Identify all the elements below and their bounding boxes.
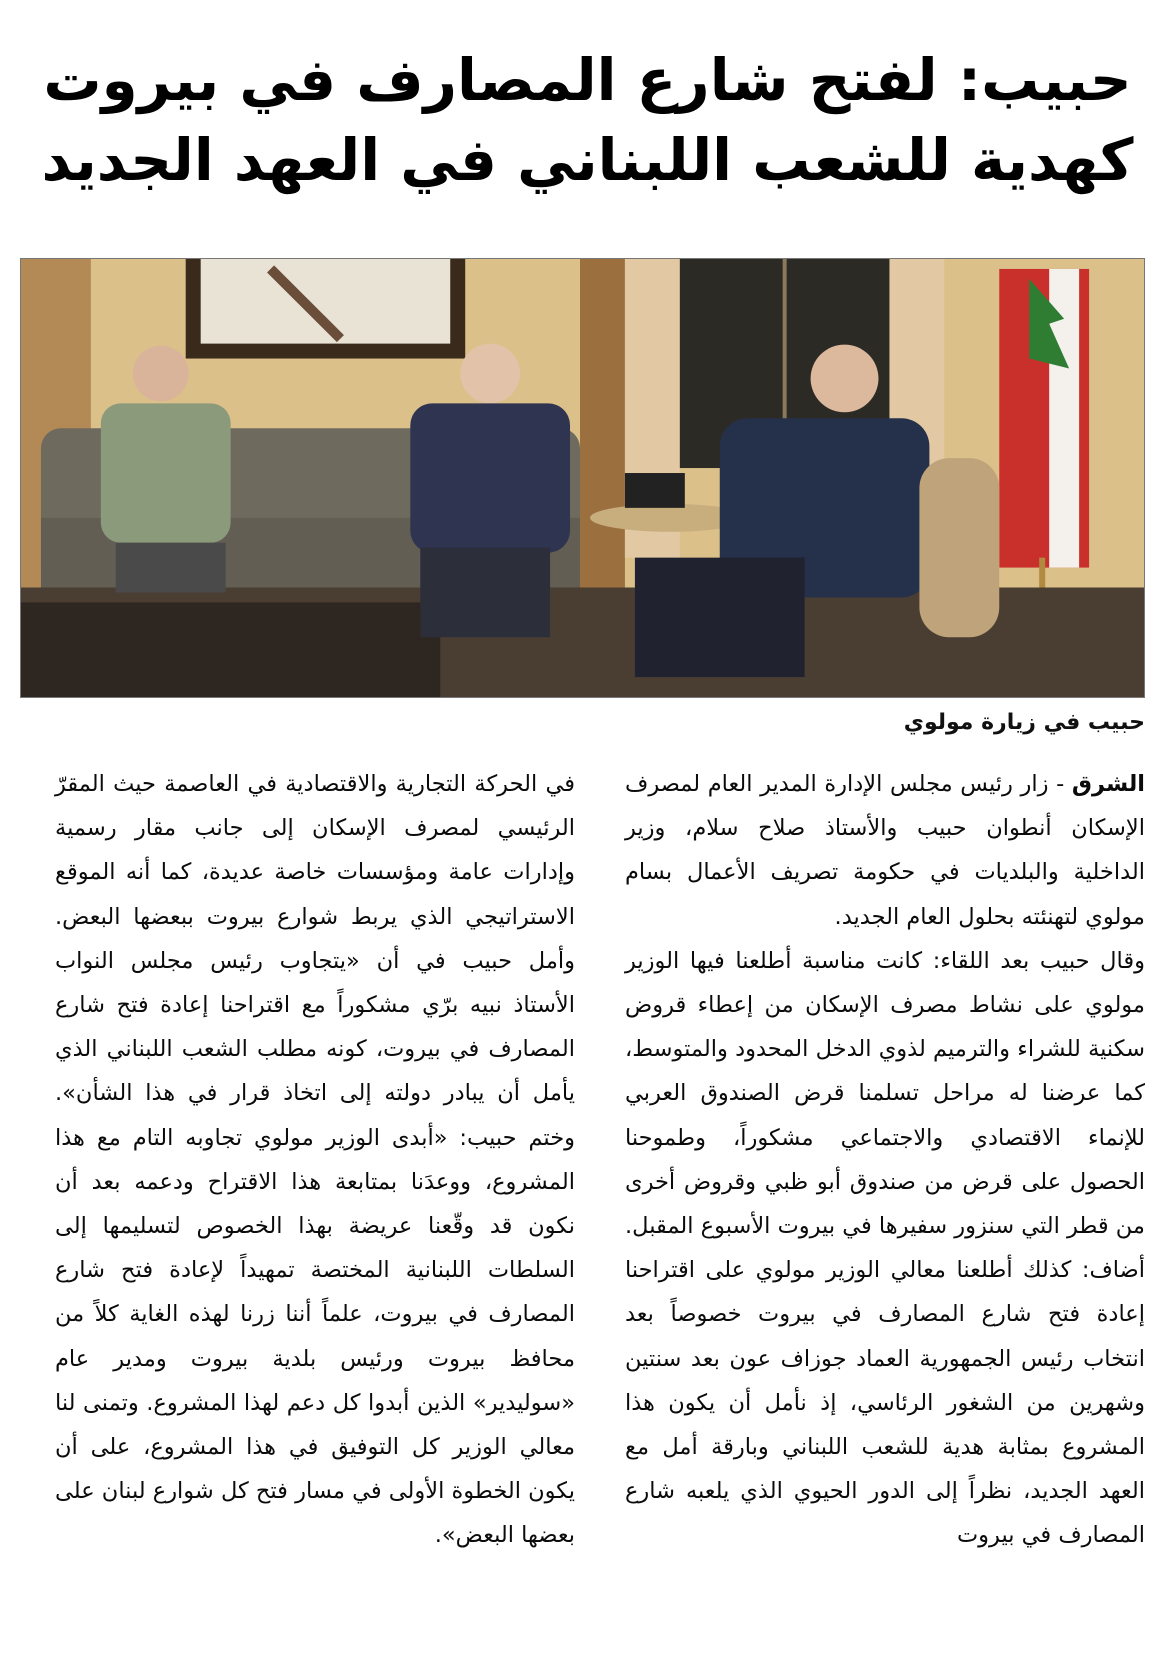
article-paragraph-3: في الحركة التجارية والاقتصادية في العاصمة حيث المقرّ الرئيسي لمصرف الإسكان إلى جانب مقار رسمية وإدارات عامة ومؤسسات خاصة عديدة، كما أنه الموقع الاستراتيجي الذي يربط شوارع بيروت ببعضها البعض. وأمل حبيب في أن «يتجاوب رئيس مجلس النواب الأستاذ نبيه برّي مشكوراً مع اقتراحنا إعادة فتح شارع المصارف في بيروت، كونه مطلب الشعب اللبناني الذي يأمل أن يبادر دولته إلى اتخاذ قرار في هذا الشأن». وختم حبيب: «أبدى الوزير مولوي تجاوبه التام مع هذا المشروع، ووعدَنا بمتابعة هذا الاقتراح ودعمه بعد أن نكون قد وقّعنا عريضة بهذا الخصوص لتسليمها إلى السلطات اللبنانية المختصة تمهيداً لإعادة فتح شارع المصارف في بيروت، علماً أننا زرنا لهذه الغاية كلاً من محافظ بيروت ورئيس بلدية بيروت ومدير عام «سوليدير» الذين أبدوا كل دعم لهذا المشروع. وتمنى لنا معالي الوزير كل التوفيق في هذا المشروع، على أن يكون الخطوة الأولى في مسار فتح كل شوارع لبنان على بعضها البعض». — [55, 771, 575, 1549]
meeting-photo — [20, 258, 1145, 698]
article-column-left — [55, 762, 575, 1657]
article-source-lead: الشرق — [1071, 771, 1145, 797]
article-paragraph-2: وقال حبيب بعد اللقاء: كانت مناسبة أطلعنا فيها الوزير مولوي على نشاط مصرف الإسكان من إعطاء قروض سكنية للشراء والترميم لذوي الدخل المحدود والمتوسط، كما عرضنا له مراحل تسلمنا قرض الصندوق العربي للإنماء الاقتصادي والاجتماعي مشكوراً، وطموحنا الحصول على قرض من صندوق أبو ظبي وقروض أخرى من قطر التي سنزور سفيرها في بيروت الأسبوع المقبل. أضاف: كذلك أطلعنا معالي الوزير مولوي على اقتراحنا إعادة فتح شارع المصارف في بيروت خصوصاً بعد انتخاب رئيس الجمهورية العماد جوزاف عون بعد سنتين وشهرين من الشغور الرئاسي، إذ نأمل أن يكون هذا المشروع بمثابة هدية للشعب اللبناني وبارقة أمل مع العهد الجديد، نظراً إلى الدور الحيوي الذي يلعبه شارع المصارف في بيروت — [625, 947, 1145, 1549]
meeting-photo-illustration — [21, 259, 1144, 697]
photo-caption: حبيب في زيارة مولوي — [903, 710, 1145, 735]
headline — [30, 40, 1145, 200]
headline-line-1: حبيب: لفتح شارع المصارف في بيروت — [43, 46, 1132, 114]
article-paragraph-1-text: - زار رئيس مجلس الإدارة المدير العام لمصرف الإسكان أنطوان حبيب والأستاذ صلاح سلام، وزير الداخلية والبلديات في حكومة تصريف الأعمال بسام مولوي لتهنئته بحلول العام الجديد. — [625, 771, 1145, 930]
headline-line-2: كهدية للشعب اللبناني في العهد الجديد — [41, 126, 1134, 194]
article-paragraph-1 — [625, 762, 1145, 939]
article-column-right — [625, 762, 1145, 1657]
